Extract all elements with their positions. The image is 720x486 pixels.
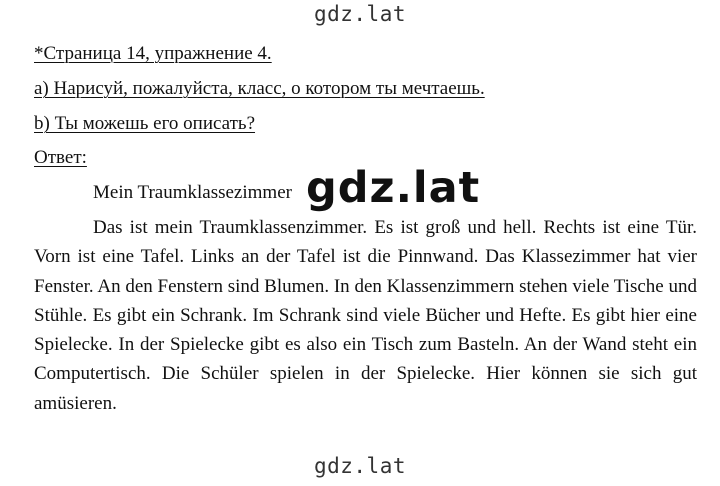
watermark-top: gdz.lat bbox=[313, 2, 406, 26]
watermark-bottom: gdz.lat bbox=[313, 454, 406, 478]
answer-paragraph: Das ist mein Traumklassenzimmer. Es ist groß und hell. Rechts ist eine Tür. Vorn ist eine Tafel. Links an der Tafel ist die Pinnwand. Das Klassezimmer hat vier Fenster. An den Fenstern sind Blumen. In den Klassenzimmern stehen viele Tische und Stühle. Es gibt ein Schrank. Im Schrank sind viele Bücher und Hefte. Es gibt hier eine Spielecke. In der Spielecke gibt es also ein Tisch zum Basteln. An der Wand steht ein Computertisch. Die Schüler spielen in der Spielecke. Hier können sie sich gut amüsieren. bbox=[34, 217, 697, 414]
task-a: а) Нарисуй, пожалуйста, класс, о котором ты мечтаешь. bbox=[34, 78, 485, 99]
watermark-middle: gdz.lat bbox=[306, 163, 481, 213]
answer-label: Ответ: bbox=[34, 147, 87, 168]
answer-title: Mein Traumklassezimmer bbox=[93, 182, 292, 203]
exercise-heading: *Страница 14, упражнение 4. bbox=[34, 43, 272, 64]
task-b: b) Ты можешь его описать? bbox=[34, 113, 256, 134]
